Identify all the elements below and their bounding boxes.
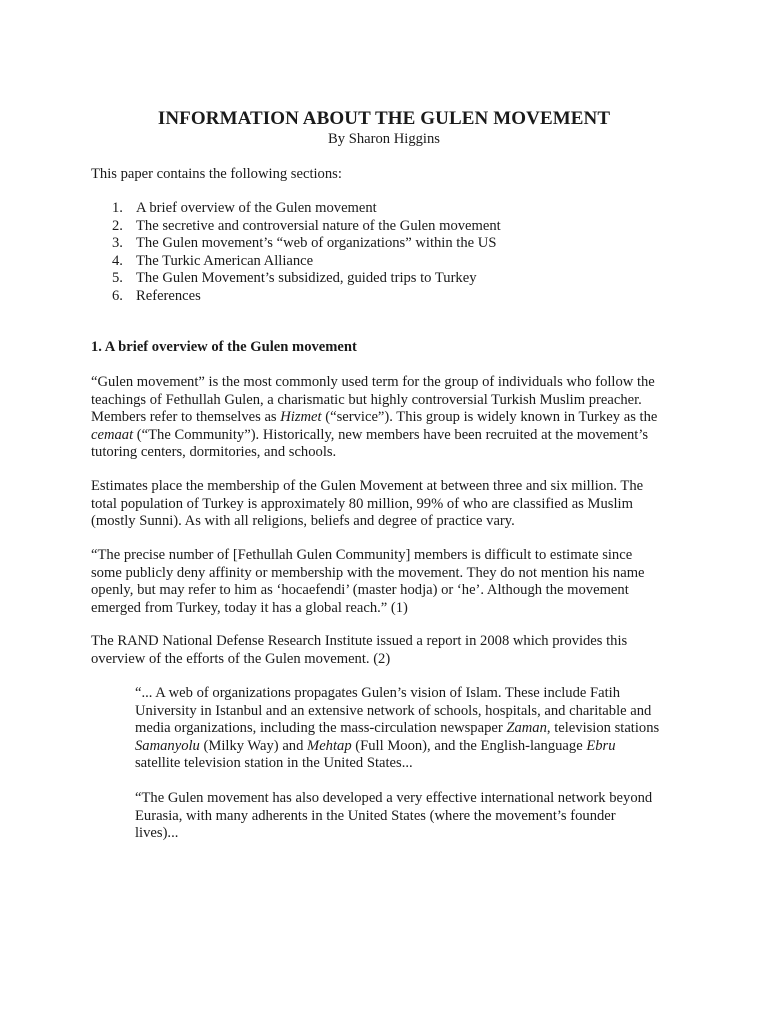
text-line — [135, 738, 695, 756]
text-line: openly, but may refer to him as ‘hocaefendi’ (master hodja) or ‘he’. Although the movement — [91, 582, 629, 598]
text-line: total population of Turkey is approximately 80 million, 99% of who are classified as Muslim — [91, 495, 633, 512]
text-line: The RAND National Defense Research Institute issued a report in 2008 which provides this — [91, 633, 628, 649]
text-line: “... A web of organizations propagates Gulen’s vision of Islam. These include Fatih — [135, 685, 621, 701]
intro-text: This paper contains the following sections: — [91, 166, 342, 182]
text-run: , television stations — [546, 720, 660, 736]
section-heading: 1. A brief overview of the Gulen movement — [91, 339, 357, 355]
italic-term: cemaat — [91, 426, 134, 443]
block-quote-network — [135, 790, 695, 843]
section-number: 1. — [112, 200, 123, 216]
text-line: satellite television station in the United States... — [135, 755, 413, 771]
text-run: (“The Community”). Historically, new members have been recruited at the movement’s — [133, 426, 649, 443]
text-line: lives)... — [135, 825, 179, 841]
text-line: tutoring centers, dormitories, and schools. — [91, 444, 337, 460]
block-quote-organizations — [135, 685, 695, 773]
text-line: “The precise number of [Fethullah Gulen Community] members is difficult to estimate since — [91, 547, 633, 563]
section-title: The Gulen movement’s “web of organizations” within the US — [136, 235, 497, 251]
text-run: (“service”). This group is widely known in Turkey as the — [321, 409, 658, 425]
paragraph-quote-community — [91, 547, 683, 617]
text-line: “The Gulen movement has also developed a very effective international network beyond — [135, 790, 653, 806]
text-line: some publicly deny affinity or membership with the movement. They do not mention his name — [91, 564, 645, 581]
section-title: The Turkic American Alliance — [136, 252, 314, 269]
document-title: INFORMATION ABOUT THE GULEN MOVEMENT — [157, 108, 611, 129]
section-title: A brief overview of the Gulen movement — [136, 200, 377, 216]
section-number: 5. — [112, 270, 123, 286]
italic-term: Samanyolu — [135, 737, 200, 754]
section-title: The secretive and controversial nature of the Gulen movement — [136, 217, 501, 234]
text-line: emerged from Turkey, today it has a global reach.” (1) — [91, 599, 408, 616]
paragraph-gulen-movement — [91, 374, 683, 462]
text-line: Estimates place the membership of the Gulen Movement at between three and six million. The — [91, 478, 644, 494]
document-author: By Sharon Higgins — [328, 131, 440, 147]
section-number: 3. — [112, 235, 123, 251]
text-line: “Gulen movement” is the most commonly used term for the group of individuals who follow the — [91, 374, 655, 390]
paragraph-rand-report — [91, 633, 683, 668]
text-run: (Full Moon), and the English-language — [351, 737, 587, 754]
paragraph-membership — [91, 478, 683, 531]
text-line: Eurasia, with many adherents in the United States (where the movement’s founder — [135, 807, 616, 824]
section-number: 6. — [112, 287, 123, 304]
italic-term: Ebru — [586, 737, 616, 754]
text-line — [91, 427, 683, 445]
section-title: The Gulen Movement’s subsidized, guided trips to Turkey — [136, 270, 477, 286]
text-run: Members refer to themselves as — [91, 409, 281, 425]
section-number: 2. — [112, 217, 123, 234]
text-line: overview of the efforts of the Gulen movement. (2) — [91, 650, 391, 667]
section-title: References — [136, 287, 201, 304]
text-line: University in Istanbul and an extensive network of schools, hospitals, and charitable and — [135, 702, 652, 719]
text-line: (mostly Sunni). As with all religions, beliefs and degree of practice vary. — [91, 513, 515, 529]
italic-term: Hizmet — [280, 409, 322, 425]
italic-term: Mehtap — [307, 737, 352, 754]
section-number: 4. — [112, 252, 123, 269]
text-run: media organizations, including the mass-circulation newspaper — [135, 720, 507, 736]
text-run: (Milky Way) and — [199, 737, 308, 754]
text-line — [135, 720, 695, 738]
italic-term: Zaman — [506, 720, 547, 736]
text-line — [91, 409, 683, 427]
text-line: teachings of Fethullah Gulen, a charismatic but highly controversial Turkish Muslim preacher. — [91, 391, 642, 408]
